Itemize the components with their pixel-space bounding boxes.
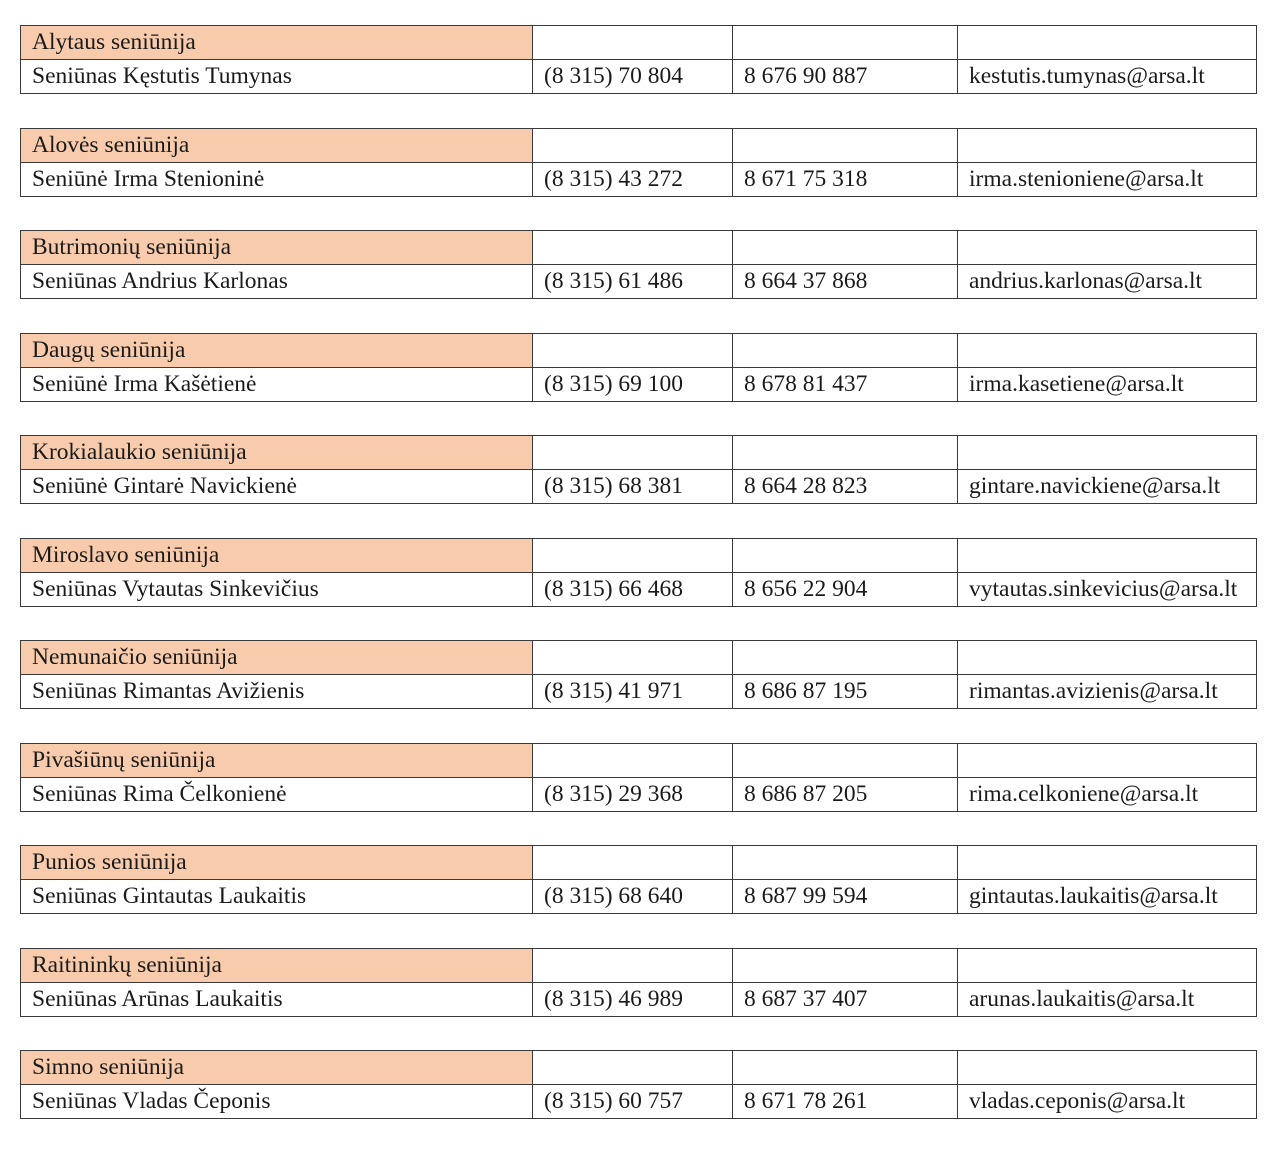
table-row [21,60,1257,94]
empty-cell [958,948,1257,982]
empty-cell [533,231,733,265]
office-phone: (8 315) 66 468 [533,572,733,606]
mobile-phone: 8 678 81 437 [733,367,958,401]
table-header-row [21,538,1257,572]
office-phone: (8 315) 60 757 [533,1085,733,1119]
eldership-name: Simno seniūnija [21,1051,533,1085]
eldership-name: Alytaus seniūnija [21,26,533,60]
empty-cell [733,538,958,572]
office-phone: (8 315) 68 381 [533,470,733,504]
elder-name: Seniūnas Vladas Čeponis [21,1085,533,1119]
eldership-section [20,333,1257,402]
eldership-name: Punios seniūnija [21,846,533,880]
empty-cell [533,436,733,470]
table-header-row [21,128,1257,162]
elder-name: Seniūnas Vytautas Sinkevičius [21,572,533,606]
empty-cell [958,846,1257,880]
eldership-name: Raitininkų seniūnija [21,948,533,982]
table-header-row [21,436,1257,470]
empty-cell [533,538,733,572]
eldership-section [20,230,1257,299]
empty-cell [533,333,733,367]
contact-table [20,435,1257,504]
empty-cell [533,128,733,162]
eldership-section [20,640,1257,709]
eldership-section [20,128,1257,197]
mobile-phone: 8 676 90 887 [733,60,958,94]
office-phone: (8 315) 61 486 [533,265,733,299]
table-row [21,572,1257,606]
contact-table [20,640,1257,709]
table-header-row [21,231,1257,265]
elder-name: Seniūnas Gintautas Laukaitis [21,880,533,914]
empty-cell [958,436,1257,470]
elder-name: Seniūnas Andrius Karlonas [21,265,533,299]
empty-cell [958,231,1257,265]
office-phone: (8 315) 29 368 [533,777,733,811]
email-address: irma.kasetiene@arsa.lt [958,367,1257,401]
email-address: gintare.navickiene@arsa.lt [958,470,1257,504]
contact-table [20,25,1257,94]
email-address: gintautas.laukaitis@arsa.lt [958,880,1257,914]
empty-cell [533,641,733,675]
email-address: vladas.ceponis@arsa.lt [958,1085,1257,1119]
mobile-phone: 8 686 87 195 [733,675,958,709]
empty-cell [533,846,733,880]
table-row [21,982,1257,1016]
eldership-name: Alovės seniūnija [21,128,533,162]
eldership-section [20,845,1257,914]
contact-table [20,128,1257,197]
empty-cell [733,1051,958,1085]
elder-name: Seniūnė Irma Stenioninė [21,162,533,196]
contact-table [20,538,1257,607]
empty-cell [958,333,1257,367]
eldership-name: Butrimonių seniūnija [21,231,533,265]
empty-cell [533,1051,733,1085]
eldership-section [20,25,1257,94]
email-address: kestutis.tumynas@arsa.lt [958,60,1257,94]
eldership-section [20,435,1257,504]
elder-name: Seniūnė Irma Kašėtienė [21,367,533,401]
mobile-phone: 8 686 87 205 [733,777,958,811]
mobile-phone: 8 671 75 318 [733,162,958,196]
mobile-phone: 8 671 78 261 [733,1085,958,1119]
empty-cell [733,743,958,777]
empty-cell [733,436,958,470]
email-address: rima.celkoniene@arsa.lt [958,777,1257,811]
eldership-section [20,948,1257,1017]
eldership-contact-list [20,25,1257,1153]
empty-cell [733,641,958,675]
office-phone: (8 315) 41 971 [533,675,733,709]
empty-cell [958,26,1257,60]
table-row [21,880,1257,914]
email-address: arunas.laukaitis@arsa.lt [958,982,1257,1016]
mobile-phone: 8 656 22 904 [733,572,958,606]
contact-table [20,743,1257,812]
email-address: vytautas.sinkevicius@arsa.lt [958,572,1257,606]
table-row [21,367,1257,401]
empty-cell [958,641,1257,675]
email-address: rimantas.avizienis@arsa.lt [958,675,1257,709]
contact-table [20,230,1257,299]
empty-cell [958,1051,1257,1085]
email-address: irma.stenioniene@arsa.lt [958,162,1257,196]
empty-cell [533,948,733,982]
elder-name: Seniūnė Gintarė Navickienė [21,470,533,504]
empty-cell [733,333,958,367]
empty-cell [533,743,733,777]
eldership-name: Nemunaičio seniūnija [21,641,533,675]
table-row [21,675,1257,709]
elder-name: Seniūnas Arūnas Laukaitis [21,982,533,1016]
table-row [21,265,1257,299]
table-row [21,162,1257,196]
contact-table [20,1050,1257,1119]
mobile-phone: 8 687 37 407 [733,982,958,1016]
table-header-row [21,846,1257,880]
table-header-row [21,948,1257,982]
empty-cell [733,231,958,265]
table-row [21,1085,1257,1119]
eldership-name: Daugų seniūnija [21,333,533,367]
office-phone: (8 315) 43 272 [533,162,733,196]
empty-cell [533,26,733,60]
office-phone: (8 315) 69 100 [533,367,733,401]
table-row [21,777,1257,811]
empty-cell [733,128,958,162]
eldership-name: Miroslavo seniūnija [21,538,533,572]
table-header-row [21,333,1257,367]
contact-table [20,948,1257,1017]
eldership-name: Pivašiūnų seniūnija [21,743,533,777]
empty-cell [733,846,958,880]
elder-name: Seniūnas Kęstutis Tumynas [21,60,533,94]
table-header-row [21,743,1257,777]
office-phone: (8 315) 68 640 [533,880,733,914]
empty-cell [958,128,1257,162]
eldership-section [20,538,1257,607]
empty-cell [733,26,958,60]
table-header-row [21,641,1257,675]
mobile-phone: 8 664 28 823 [733,470,958,504]
mobile-phone: 8 664 37 868 [733,265,958,299]
table-header-row [21,26,1257,60]
eldership-name: Krokialaukio seniūnija [21,436,533,470]
elder-name: Seniūnas Rimantas Avižienis [21,675,533,709]
empty-cell [958,538,1257,572]
elder-name: Seniūnas Rima Čelkonienė [21,777,533,811]
email-address: andrius.karlonas@arsa.lt [958,265,1257,299]
empty-cell [958,743,1257,777]
contact-table [20,333,1257,402]
eldership-section [20,1050,1257,1119]
office-phone: (8 315) 46 989 [533,982,733,1016]
table-row [21,470,1257,504]
mobile-phone: 8 687 99 594 [733,880,958,914]
contact-table [20,845,1257,914]
office-phone: (8 315) 70 804 [533,60,733,94]
empty-cell [733,948,958,982]
eldership-section [20,743,1257,812]
table-header-row [21,1051,1257,1085]
